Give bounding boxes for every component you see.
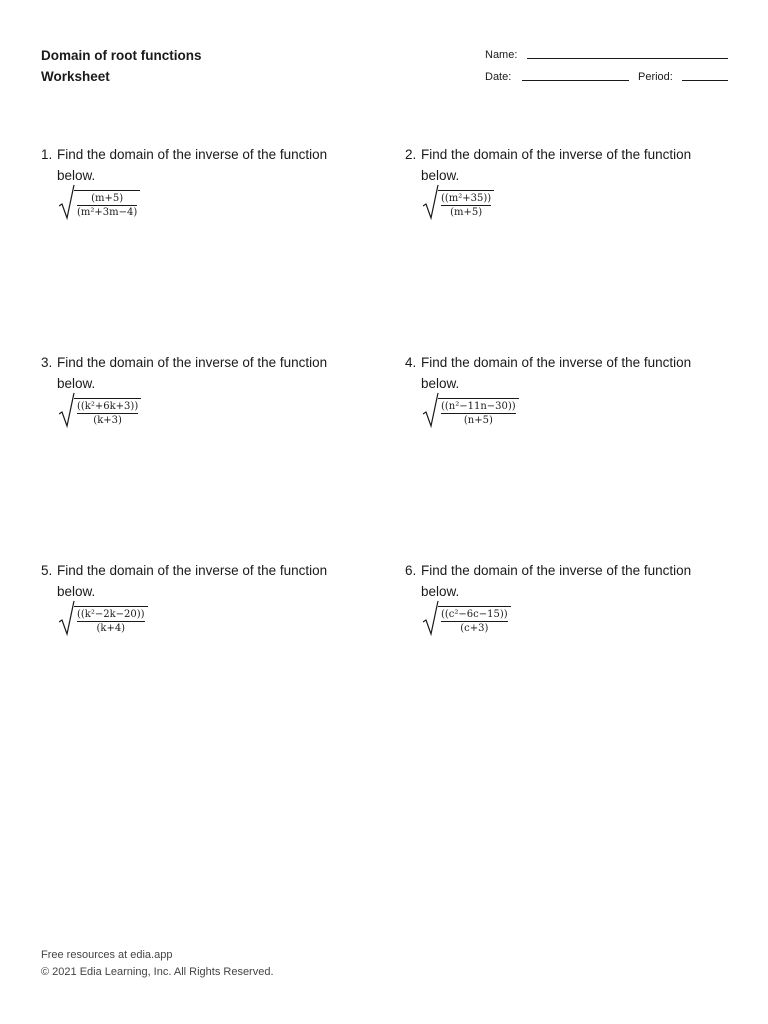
fraction (77, 193, 137, 218)
square-root-icon (423, 392, 439, 428)
denominator: (k+4) (96, 622, 126, 634)
period-label: Period: (638, 71, 673, 83)
square-root-icon (59, 184, 75, 220)
square-root-icon (59, 392, 75, 428)
title-line-2: Worksheet (41, 69, 110, 84)
fraction (77, 401, 138, 426)
footer-resources: Free resources at edia.app (41, 949, 173, 961)
problem-number: 2. (405, 147, 417, 162)
problem-number: 5. (41, 563, 53, 578)
numerator: ((k²−2k−20)) (77, 608, 145, 620)
title-line-1: Domain of root functions (41, 48, 202, 63)
denominator: (m²+3m−4) (77, 206, 138, 218)
root-expression (59, 392, 141, 428)
footer-copyright: © 2021 Edia Learning, Inc. All Rights Reserved. (41, 966, 274, 978)
name-label: Name: (485, 49, 518, 61)
problem-text: Find the domain of the inverse of the function below. (57, 563, 328, 599)
denominator: (k+3) (93, 414, 122, 426)
problem-number: 6. (405, 563, 417, 578)
fraction (441, 401, 516, 426)
date-label: Date: (485, 71, 512, 83)
problem-text: Find the domain of the inverse of the function below. (57, 147, 328, 183)
fraction (441, 609, 508, 634)
fraction (77, 609, 145, 634)
period-field[interactable] (682, 80, 728, 81)
square-root-icon (423, 600, 439, 636)
root-expression (423, 600, 511, 636)
numerator: ((k²+6k+3)) (77, 400, 139, 412)
root-expression (59, 600, 148, 636)
square-root-icon (59, 600, 75, 636)
denominator: (m+5) (450, 206, 483, 218)
root-expression (423, 184, 494, 220)
name-field[interactable] (527, 58, 728, 59)
problem-number: 1. (41, 147, 53, 162)
problem-text: Find the domain of the inverse of the function below. (421, 147, 692, 183)
root-expression (423, 392, 519, 428)
fraction (441, 193, 491, 218)
date-field[interactable] (522, 80, 629, 81)
numerator: ((c²−6c−15)) (441, 608, 508, 620)
numerator: ((n²−11n−30)) (441, 400, 516, 412)
denominator: (c+3) (460, 622, 489, 634)
problem-number: 3. (41, 355, 53, 370)
root-expression (59, 184, 140, 220)
problem-text: Find the domain of the inverse of the function below. (57, 355, 328, 391)
problem-text: Find the domain of the inverse of the function below. (421, 355, 692, 391)
denominator: (n+5) (463, 414, 493, 426)
worksheet-title (41, 45, 201, 87)
problem-text: Find the domain of the inverse of the function below. (421, 563, 692, 599)
numerator: (m+5) (91, 192, 124, 204)
square-root-icon (423, 184, 439, 220)
numerator: ((m²+35)) (441, 192, 492, 204)
problem-number: 4. (405, 355, 417, 370)
